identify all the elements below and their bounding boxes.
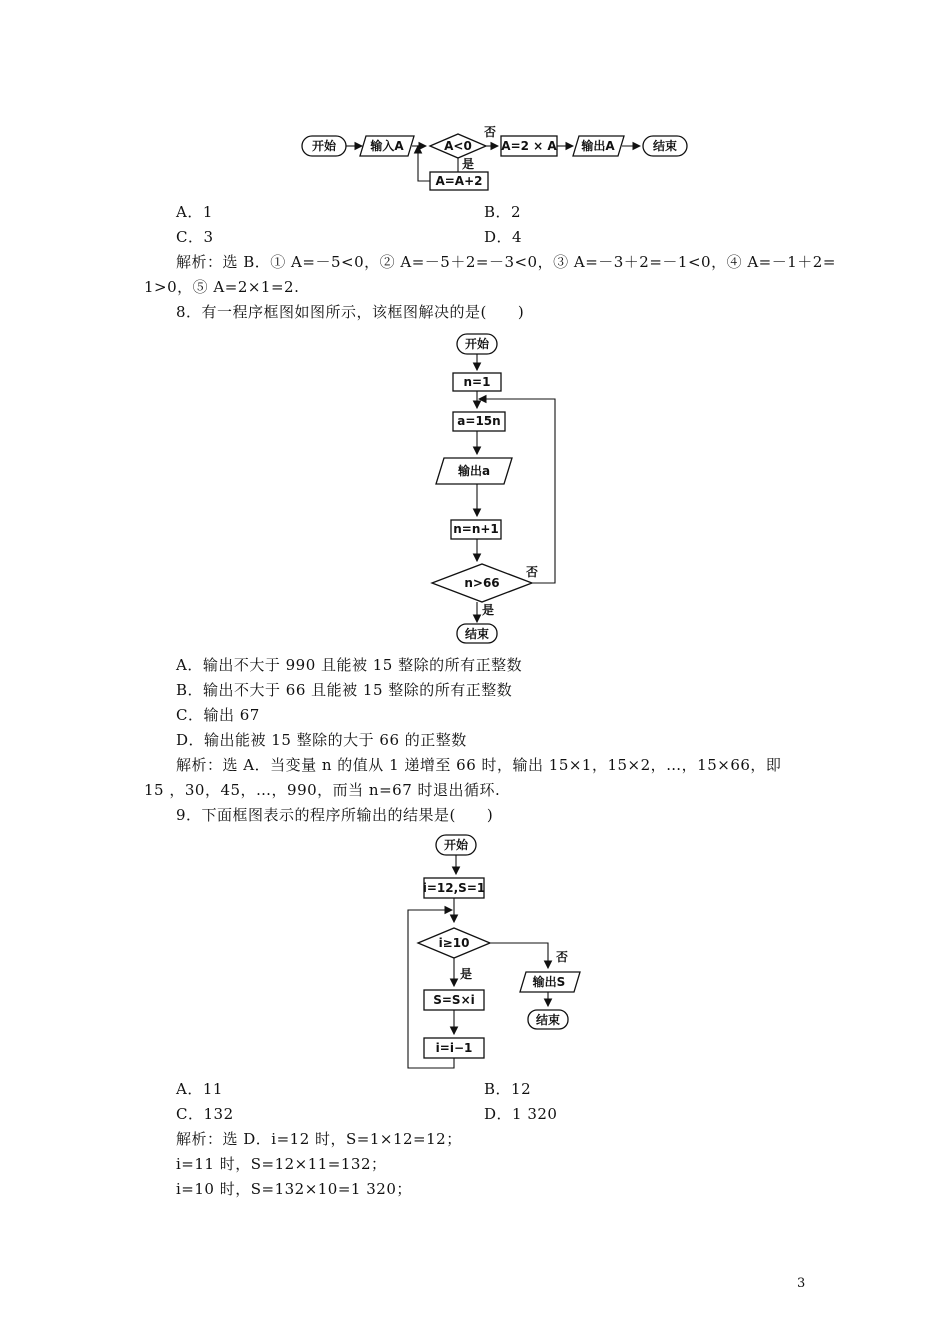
q9-solution-line1: 解析：选 D．i=12 时，S=1×12=12； (176, 1130, 462, 1148)
fc3-cond: i≥10 (438, 936, 470, 950)
q7-option-d: D．4 (484, 228, 523, 246)
q8-option-b: B．输出不大于 66 且能被 15 整除的所有正整数 (176, 681, 513, 699)
fc1-end: 结束 (652, 139, 678, 153)
q9-option-a: A．11 (176, 1080, 223, 1098)
fc3-decrement: i=i−1 (435, 1041, 473, 1055)
fc2-cond: n>66 (464, 576, 500, 590)
flowchart-q9 (400, 830, 600, 1075)
q8-option-a: A．输出不大于 990 且能被 15 整除的所有正整数 (176, 656, 523, 674)
q9-option-c: C．132 (176, 1105, 234, 1123)
fc3-start: 开始 (443, 838, 469, 852)
q9-stem: 9．下面框图表示的程序所输出的结果是( ) (176, 806, 494, 824)
fc1-loop: A=A+2 (435, 174, 483, 188)
q7-option-c: C．3 (176, 228, 214, 246)
q9-option-b: B．12 (484, 1080, 532, 1098)
q7-solution-line2: 1>0，⑤ A=2×1=2. (144, 278, 300, 296)
fc1-assign: A=2 × A (501, 139, 557, 153)
fc3-multiply: S=S×i (433, 993, 475, 1007)
fc2-calc: a=15n (457, 414, 501, 428)
fc2-no: 否 (526, 565, 539, 579)
flowchart-q8 (420, 328, 580, 648)
fc1-no: 否 (484, 125, 497, 139)
q8-solution-line2: 15 ，30，45，…，990，而当 n=67 时退出循环. (144, 781, 501, 799)
q8-option-c: C．输出 67 (176, 706, 260, 724)
fc1-yes: 是 (462, 157, 475, 171)
fc2-increment: n=n+1 (453, 522, 499, 536)
fc3-no: 否 (556, 950, 569, 964)
q9-solution-line2: i=11 时，S=12×11=132； (176, 1155, 387, 1173)
q9-solution-line3: i=10 时，S=132×10=1 320； (176, 1180, 412, 1198)
flowchart-q7 (290, 120, 710, 195)
q9-option-d: D．1 320 (484, 1105, 558, 1123)
q8-stem: 8．有一程序框图如图所示，该框图解决的是( ) (176, 303, 525, 321)
fc1-input: 输入A (370, 139, 404, 153)
fc2-start: 开始 (464, 337, 490, 351)
fc3-output: 输出S (532, 975, 566, 989)
q7-option-a: A．1 (176, 203, 213, 221)
fc1-output: 输出A (581, 139, 615, 153)
q7-solution-line1: 解析：选 B．① A=－5<0，② A=－5＋2=－3<0，③ A=－3＋2=－1<0，④ A=－1＋2= (176, 253, 836, 271)
fc2-output: 输出a (457, 464, 491, 478)
fc1-start: 开始 (311, 139, 337, 153)
fc1-cond: A<0 (444, 139, 472, 153)
q8-option-d: D．输出能被 15 整除的大于 66 的正整数 (176, 731, 467, 749)
page-number: 3 (797, 1276, 806, 1291)
q8-solution-line1: 解析：选 A．当变量 n 的值从 1 递增至 66 时，输出 15×1，15×2，…，15×66，即 (176, 756, 782, 774)
fc3-end: 结束 (535, 1013, 561, 1027)
fc2-init: n=1 (463, 375, 491, 389)
fc3-yes: 是 (460, 967, 473, 981)
fc3-init: i=12,S=1 (422, 881, 486, 895)
q7-option-b: B．2 (484, 203, 522, 221)
fc2-end: 结束 (464, 627, 490, 641)
fc2-yes: 是 (482, 603, 495, 617)
